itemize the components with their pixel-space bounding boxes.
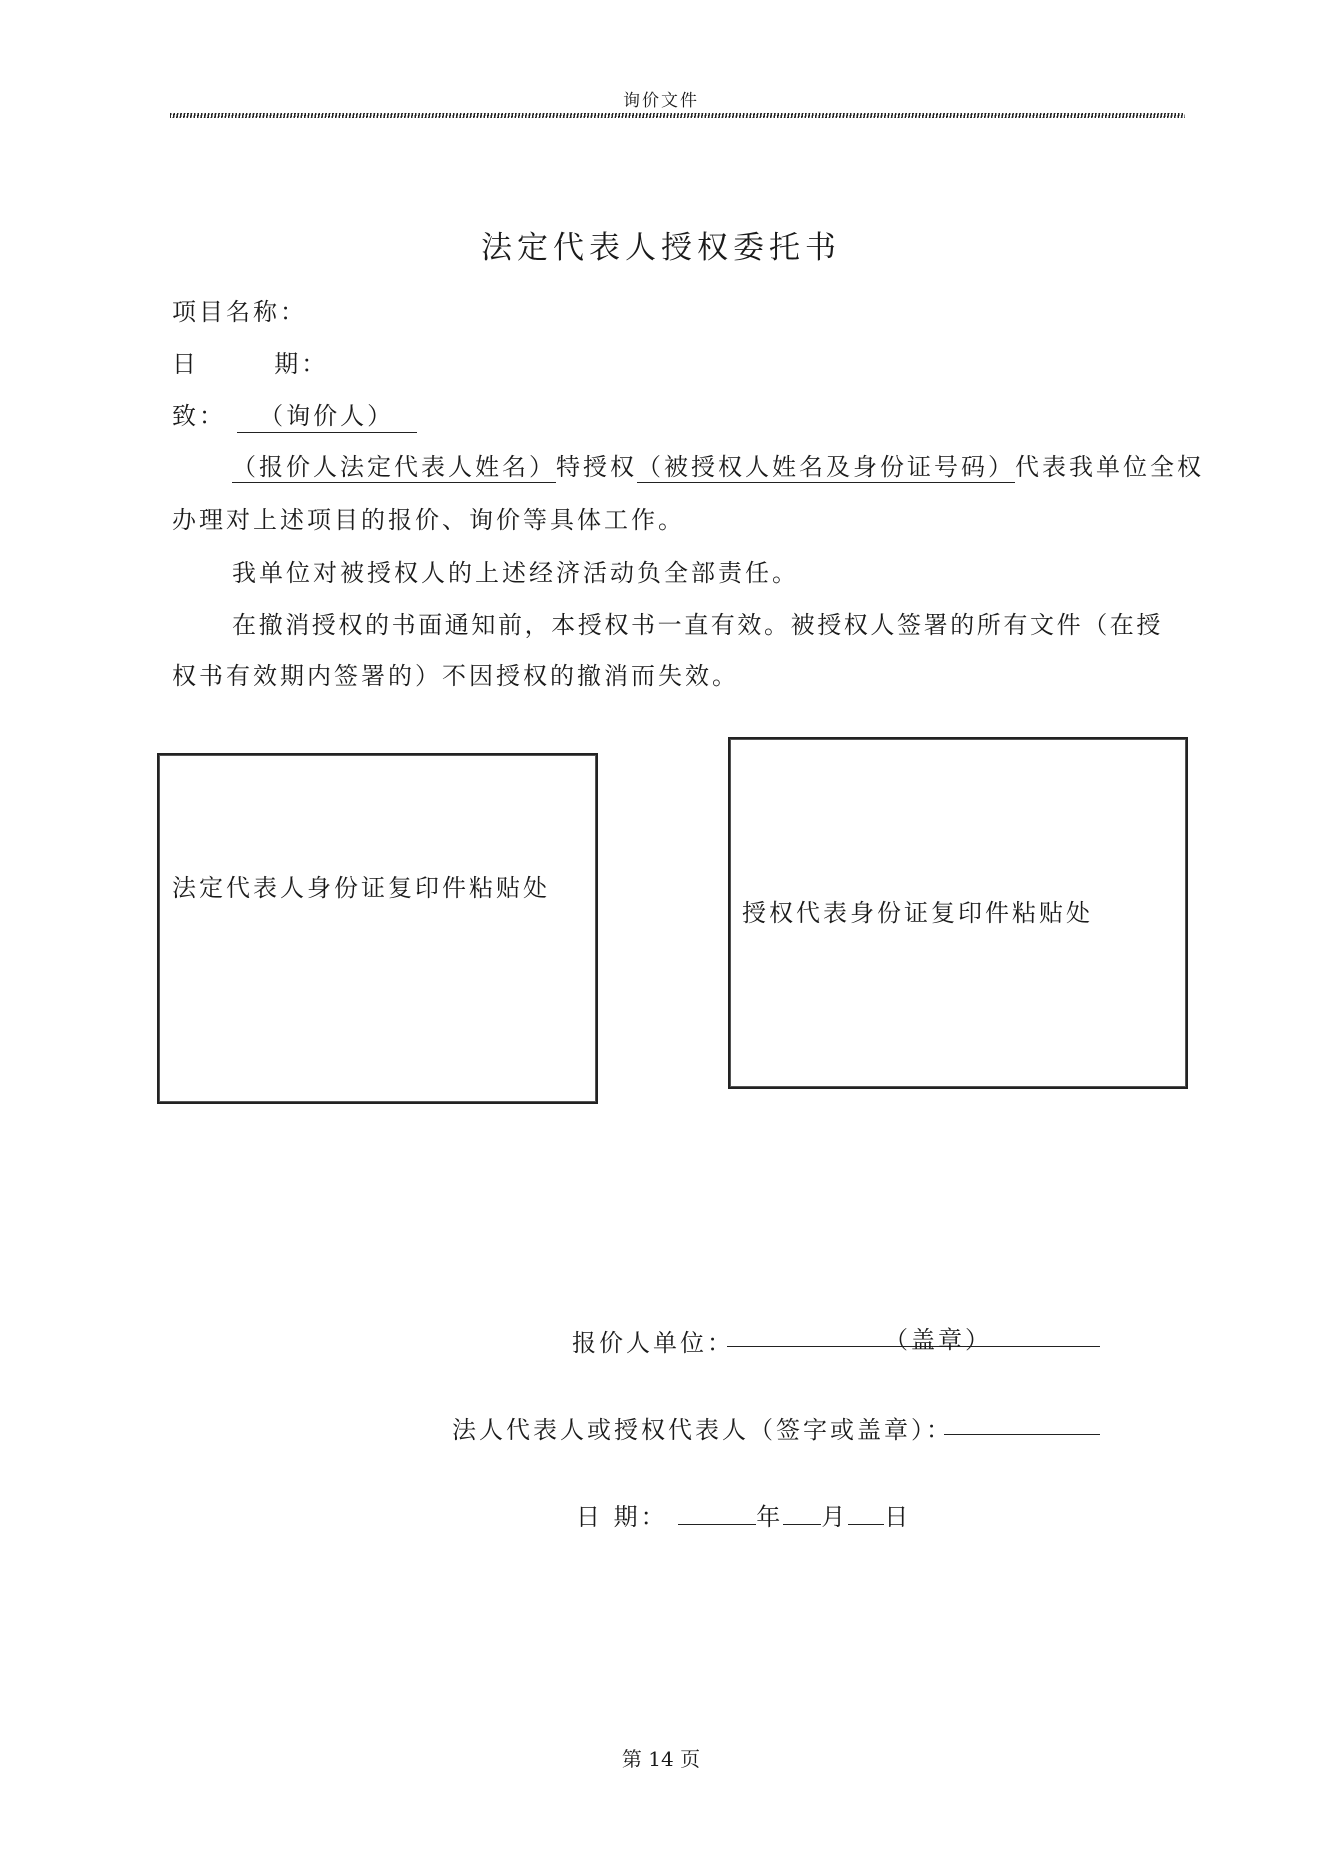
paragraph-3-line-2: 权书有效期内签署的）不因授权的撤消而失效。 — [172, 662, 739, 690]
day-label: 日 — [884, 1503, 912, 1531]
month-label: 月 — [821, 1503, 849, 1531]
authorize-text: 特授权 — [556, 453, 637, 481]
paragraph-1-line-2: 办理对上述项目的报价、询价等具体工作。 — [172, 506, 685, 534]
sign-date-label: 日 期： — [576, 1503, 668, 1531]
to-value: （询价人） — [237, 396, 417, 433]
header-divider — [170, 113, 1185, 118]
rep-name-placeholder: （报价人法定代表人姓名） — [232, 453, 556, 481]
day-blank — [848, 1500, 884, 1525]
to-label: 致： — [172, 402, 226, 430]
date-label-right: 期： — [274, 350, 329, 378]
legal-rep-id-paste-box — [157, 753, 598, 1104]
seal-note: （盖章） — [884, 1326, 992, 1354]
authorized-rep-id-paste-label: 授权代表身份证复印件粘贴处 — [742, 899, 1093, 927]
page-number: 第 14 页 — [621, 1747, 701, 1771]
date-label-left: 日 — [172, 350, 199, 378]
rep-signature-line — [944, 1434, 1100, 1435]
paragraph-1-line-1 — [232, 447, 1204, 482]
month-blank — [783, 1500, 821, 1525]
grantee-placeholder: （被授权人姓名及身份证号码） — [637, 453, 1015, 481]
project-name-label: 项目名称： — [172, 298, 307, 326]
sign-date-field — [576, 1497, 911, 1532]
date-field — [172, 344, 328, 379]
paragraph-2: 我单位对被授权人的上述经济活动负全部责任。 — [232, 559, 799, 587]
paragraph-1-tail: 代表我单位全权 — [1015, 453, 1204, 481]
paragraph-3-line-1: 在撤消授权的书面通知前，本授权书一直有效。被授权人签署的所有文件（在授 — [232, 611, 1163, 639]
bidder-unit-label: 报价人单位： — [572, 1329, 734, 1357]
year-blank — [678, 1500, 756, 1525]
year-label: 年 — [756, 1503, 784, 1531]
to-field — [172, 396, 417, 433]
legal-rep-id-paste-label: 法定代表人身份证复印件粘贴处 — [172, 874, 550, 902]
document-title: 法定代表人授权委托书 — [481, 230, 841, 266]
header-title: 询价文件 — [623, 91, 699, 111]
rep-signature-label: 法人代表人或授权代表人（签字或盖章）： — [452, 1416, 953, 1444]
